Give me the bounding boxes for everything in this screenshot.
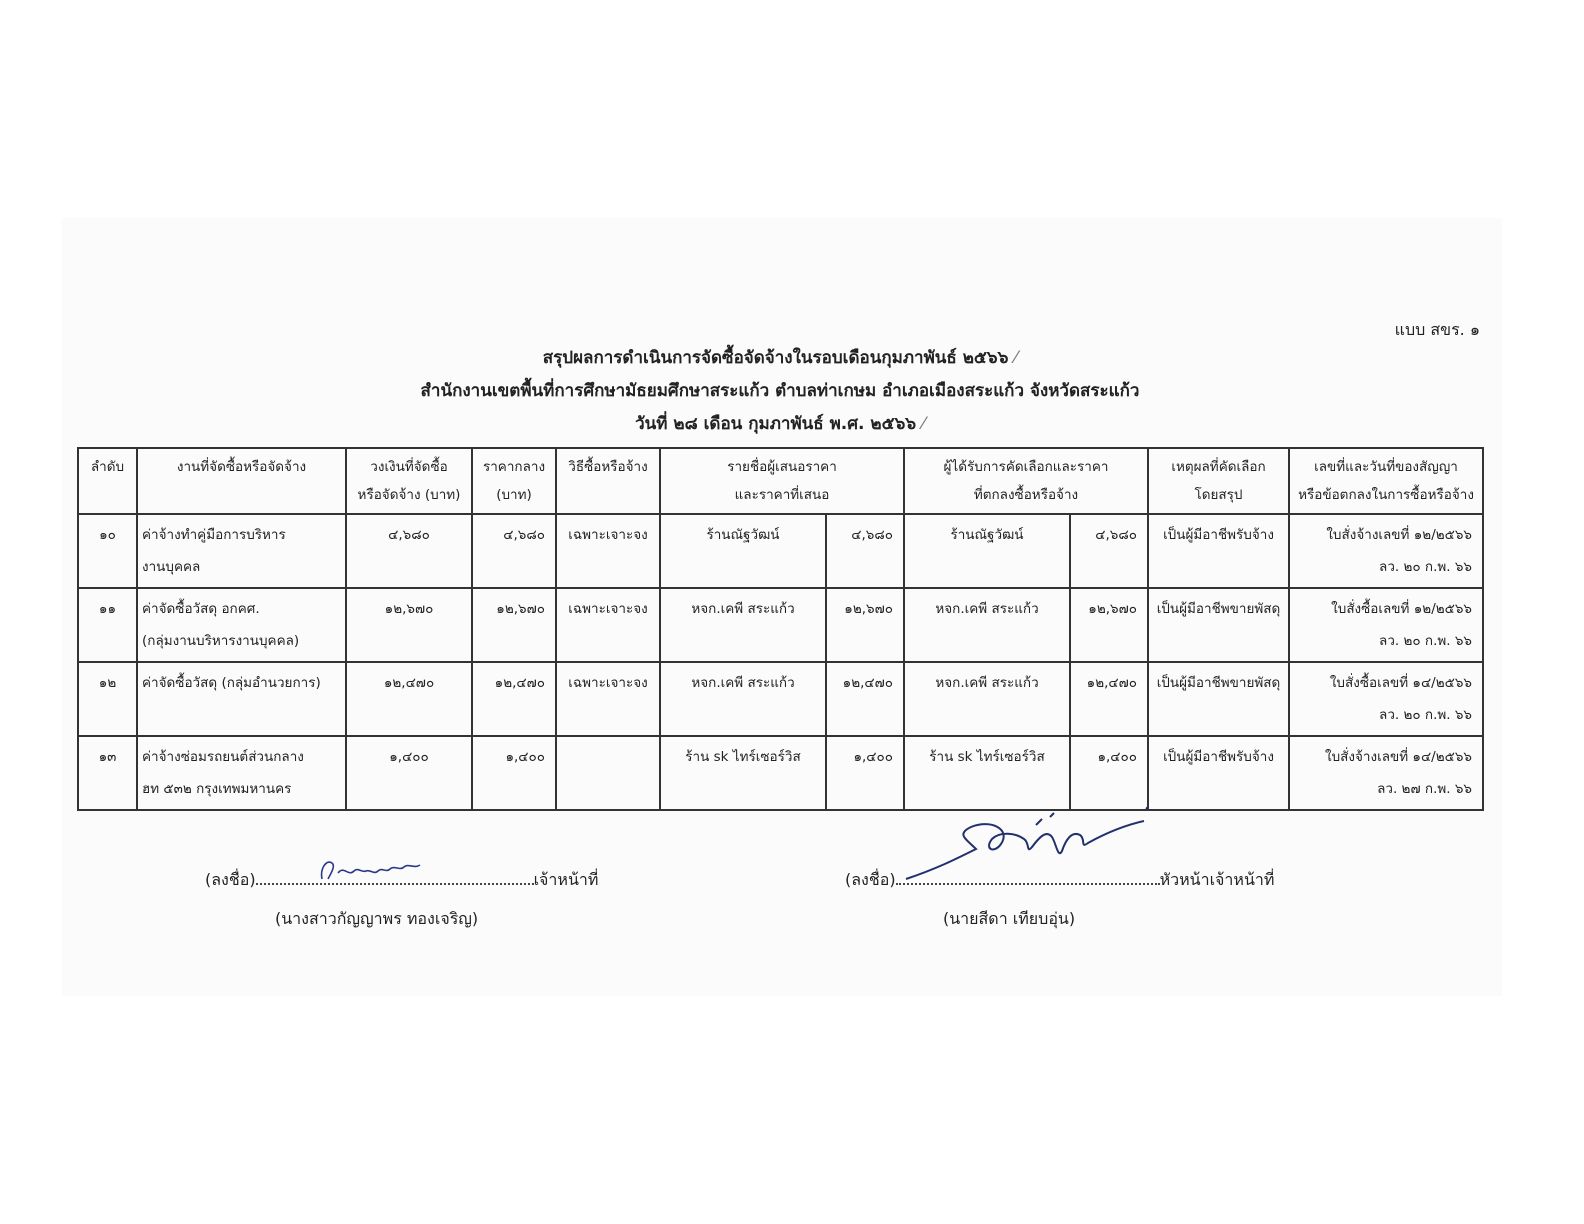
table-row xyxy=(78,514,1483,588)
cell-reason: เป็นผู้มีอาชีพรับจ้าง xyxy=(1148,514,1289,588)
signature-line xyxy=(256,869,534,885)
cell-work: ค่าจัดซื้อวัสดุ อกคศ. (กลุ่มงานบริหารงานบุคคล) xyxy=(137,588,346,662)
cell-bidder: ร้านณัฐวัฒน์ xyxy=(660,514,826,588)
table-header-row xyxy=(78,448,1483,514)
check-mark-icon: ⁄ xyxy=(1014,348,1018,368)
cell-method xyxy=(556,736,660,810)
cell-work: ค่าจ้างทำคู่มือการบริหาร งานบุคคล xyxy=(137,514,346,588)
cell-bid-price: ๑,๔๐๐ xyxy=(826,736,904,810)
cell-method: เฉพาะเจาะจง xyxy=(556,588,660,662)
header-no: ลำดับ xyxy=(78,448,137,514)
header-median-price: ราคากลาง (บาท) xyxy=(472,448,556,514)
officer-role: เจ้าหน้าที่ xyxy=(533,870,599,889)
header-budget: วงเงินที่จัดซื้อ หรือจัดจ้าง (บาท) xyxy=(346,448,472,514)
cell-reason: เป็นผู้มีอาชีพรับจ้าง xyxy=(1148,736,1289,810)
cell-winner: หจก.เคพี สระแก้ว xyxy=(904,588,1070,662)
head-officer-signature-block xyxy=(845,868,1274,932)
agency-line: สำนักงานเขตพื้นที่การศึกษามัธยมศึกษาสระแก้ว ตำบลท่าเกษม อำเภอเมืองสระแก้ว จังหวัดสระแก้ว xyxy=(420,381,1140,401)
cell-no: ๑๓ xyxy=(78,736,137,810)
cell-budget: ๑๒,๖๗๐ xyxy=(346,588,472,662)
cell-work: ค่าจ้างซ่อมรถยนต์ส่วนกลาง ฮท ๕๓๒ กรุงเทพมหานคร xyxy=(137,736,346,810)
document-date: วันที่ ๒๘ เดือน กุมภาพันธ์ พ.ศ. ๒๕๖๖ xyxy=(635,414,917,434)
cell-win-price: ๔,๖๘๐ xyxy=(1070,514,1148,588)
handwritten-signature xyxy=(316,849,436,889)
cell-contract: ใบสั่งจ้างเลขที่ ๑๔/๒๕๖๖ ลว. ๒๗ ก.พ. ๖๖ xyxy=(1289,736,1483,810)
cell-method: เฉพาะเจาะจง xyxy=(556,662,660,736)
cell-budget: ๑,๔๐๐ xyxy=(346,736,472,810)
cell-median-price: ๔,๖๘๐ xyxy=(472,514,556,588)
header-contract: เลขที่และวันที่ของสัญญา หรือข้อตกลงในการซื้อหรือจ้าง xyxy=(1289,448,1483,514)
cell-contract: ใบสั่งซื้อเลขที่ ๑๒/๒๕๖๖ ลว. ๒๐ ก.พ. ๖๖ xyxy=(1289,588,1483,662)
cell-no: ๑๑ xyxy=(78,588,137,662)
cell-no: ๑๐ xyxy=(78,514,137,588)
check-mark-icon: ⁄ xyxy=(922,414,925,434)
document-heading xyxy=(80,342,1480,441)
cell-no: ๑๒ xyxy=(78,662,137,736)
form-code: แบบ สขร. ๑ xyxy=(1394,320,1480,339)
head-officer-role: หัวหน้าเจ้าหน้าที่ xyxy=(1159,870,1275,889)
cell-bidder: ร้าน sk ไทร์เซอร์วิส xyxy=(660,736,826,810)
cell-bid-price: ๑๒,๔๗๐ xyxy=(826,662,904,736)
cell-bidder: หจก.เคพี สระแก้ว xyxy=(660,588,826,662)
signature-line xyxy=(896,869,1160,885)
cell-win-price: ๑๒,๖๗๐ xyxy=(1070,588,1148,662)
cell-median-price: ๑๒,๔๗๐ xyxy=(472,662,556,736)
cell-budget: ๑๒,๔๗๐ xyxy=(346,662,472,736)
document-title: สรุปผลการดำเนินการจัดซื้อจัดจ้างในรอบเดือนกุมภาพันธ์ ๒๕๖๖ xyxy=(542,348,1009,368)
cell-budget: ๔,๖๘๐ xyxy=(346,514,472,588)
cell-contract: ใบสั่งซื้อเลขที่ ๑๔/๒๕๖๖ ลว. ๒๐ ก.พ. ๖๖ xyxy=(1289,662,1483,736)
header-work: งานที่จัดซื้อหรือจัดจ้าง xyxy=(137,448,346,514)
procurement-table xyxy=(77,447,1484,811)
cell-bidder: หจก.เคพี สระแก้ว xyxy=(660,662,826,736)
cell-winner: ร้าน sk ไทร์เซอร์วิส xyxy=(904,736,1070,810)
cell-reason: เป็นผู้มีอาชีพขายพัสดุ xyxy=(1148,588,1289,662)
handwritten-signature xyxy=(896,799,1156,889)
cell-work: ค่าจัดซื้อวัสดุ (กลุ่มอำนวยการ) xyxy=(137,662,346,736)
sign-prefix: (ลงชื่อ) xyxy=(205,870,256,889)
cell-win-price: ๑,๔๐๐ xyxy=(1070,736,1148,810)
header-bidders: รายชื่อผู้เสนอราคา และราคาที่เสนอ xyxy=(660,448,904,514)
cell-method: เฉพาะเจาะจง xyxy=(556,514,660,588)
cell-median-price: ๑๒,๖๗๐ xyxy=(472,588,556,662)
table-row xyxy=(78,736,1483,810)
sign-prefix: (ลงชื่อ) xyxy=(845,870,896,889)
header-winner: ผู้ได้รับการคัดเลือกและราคา ที่ตกลงซื้อหรือจ้าง xyxy=(904,448,1148,514)
cell-winner: ร้านณัฐวัฒน์ xyxy=(904,514,1070,588)
table-row xyxy=(78,588,1483,662)
cell-bid-price: ๔,๖๘๐ xyxy=(826,514,904,588)
header-reason: เหตุผลที่คัดเลือก โดยสรุป xyxy=(1148,448,1289,514)
cell-reason: เป็นผู้มีอาชีพขายพัสดุ xyxy=(1148,662,1289,736)
table-row xyxy=(78,662,1483,736)
header-method: วิธีซื้อหรือจ้าง xyxy=(556,448,660,514)
cell-win-price: ๑๒,๔๗๐ xyxy=(1070,662,1148,736)
officer-name: (นางสาวกัญญาพร ทองเจริญ) xyxy=(275,909,479,928)
officer-signature-block xyxy=(205,868,598,932)
cell-contract: ใบสั่งจ้างเลขที่ ๑๒/๒๕๖๖ ลว. ๒๐ ก.พ. ๖๖ xyxy=(1289,514,1483,588)
cell-median-price: ๑,๔๐๐ xyxy=(472,736,556,810)
cell-bid-price: ๑๒,๖๗๐ xyxy=(826,588,904,662)
head-officer-name: (นายสีดา เทียบอุ่น) xyxy=(943,909,1076,928)
cell-winner: หจก.เคพี สระแก้ว xyxy=(904,662,1070,736)
